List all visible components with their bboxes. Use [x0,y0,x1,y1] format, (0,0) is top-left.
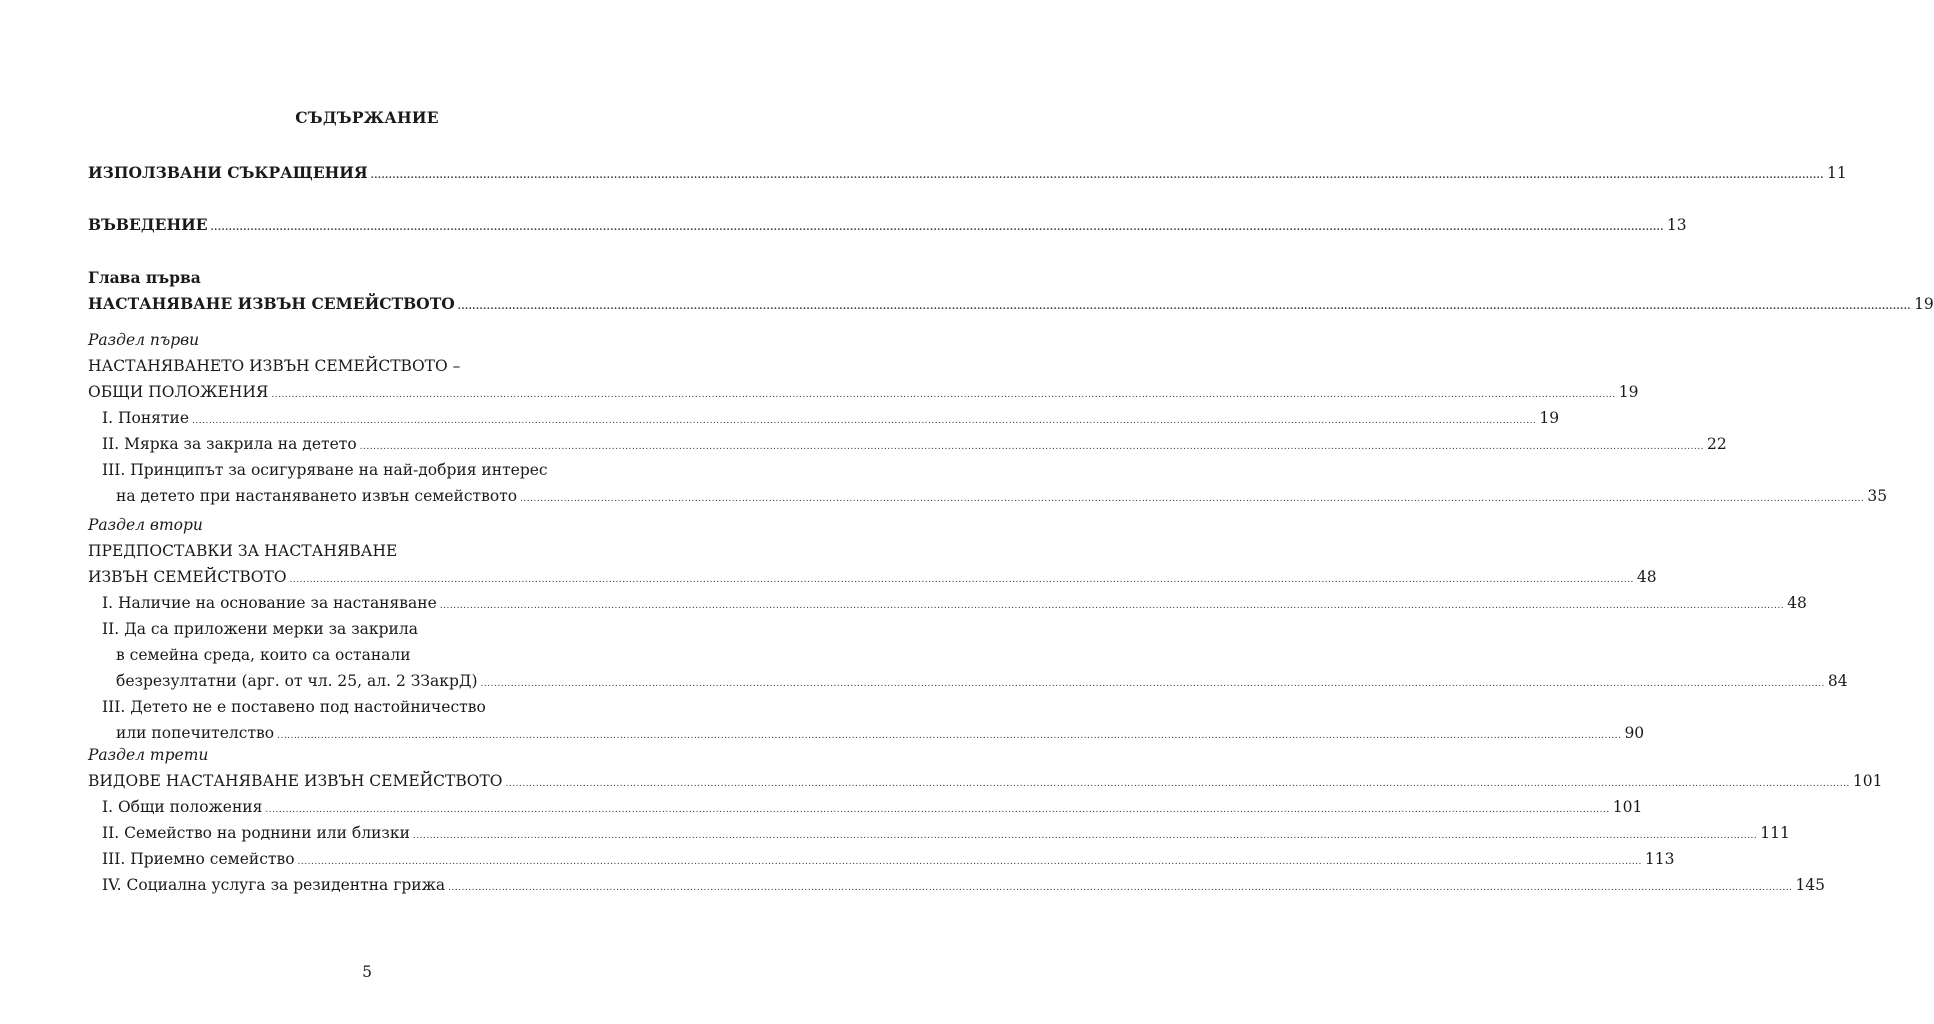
toc-page-number: 22 [1707,435,1727,453]
leader-dots: ................................................................................................................................................................................................................................................................................................................................................................................................................ [520,494,1865,504]
toc-entry-section-3-title[interactable] [88,768,1883,794]
toc-page-number: 19 [1914,295,1934,313]
leader-dots: ................................................................................................................................................................................................................................................................................................................................................................................................................ [359,442,1705,452]
toc-entry-section-2-title[interactable] [88,538,1657,590]
toc-entry-text: I. Наличие на основание за настаняване [102,594,437,612]
toc-entry-abbreviations[interactable] [88,160,1847,186]
toc-entry[interactable] [88,872,1826,898]
leader-dots: ................................................................................................................................................................................................................................................................................................................................................................................................................ [505,779,1850,789]
leader-dots: ................................................................................................................................................................................................................................................................................................................................................................................................................ [457,302,1912,312]
leader-dots: ................................................................................................................................................................................................................................................................................................................................................................................................................ [480,679,1825,689]
leader-dots: ................................................................................................................................................................................................................................................................................................................................................................................................................ [265,805,1610,815]
toc-page-number: 13 [1666,216,1687,234]
toc-entry-text: или попечителство [116,724,275,742]
toc-entry-text: на детето при настаняването извън семейството [116,487,518,505]
toc-page-number: 90 [1624,724,1645,742]
leader-dots: ................................................................................................................................................................................................................................................................................................................................................................................................................ [271,390,1616,400]
toc-page-number: 145 [1795,876,1826,894]
toc-page-number: 101 [1612,798,1643,816]
toc-entry-text: I. Понятие [102,409,190,427]
toc-section-2 [88,512,1848,746]
section-title-line: ВИДОВЕ НАСТАНЯВАНЕ ИЗВЪН СЕМЕЙСТВОТО [88,772,503,790]
toc-page-number: 111 [1760,824,1790,842]
toc-entry[interactable] [88,794,1643,820]
toc-page-number: 11 [1826,164,1847,182]
toc-entry[interactable] [88,694,1645,746]
toc-entry-text: ВЪВЕДЕНИЕ [88,215,208,234]
toc-entry[interactable] [88,846,1675,872]
toc-page-number: 101 [1852,772,1883,790]
toc-entry[interactable] [88,590,1807,616]
toc-section-1 [88,327,1888,509]
toc-entry-section-1-title[interactable] [88,353,1639,405]
section-title-line: ОБЩИ ПОЛОЖЕНИЯ [88,383,269,401]
leader-dots: ................................................................................................................................................................................................................................................................................................................................................................................................................ [289,575,1634,585]
leader-dots: ................................................................................................................................................................................................................................................................................................................................................................................................................ [192,416,1537,426]
toc-entry-text: I. Общи положения [102,798,263,816]
toc-entry-text: II. Мярка за закрила на детето [102,435,357,453]
toc-page-number: 84 [1827,672,1848,690]
chapter-title: НАСТАНЯВАНЕ ИЗВЪН СЕМЕЙСТВОТО [88,294,455,313]
leader-dots: ................................................................................................................................................................................................................................................................................................................................................................................................................ [439,601,1785,611]
page-number: 5 [362,963,372,981]
toc-page-number: 35 [1867,487,1888,505]
toc-page-number: 48 [1787,594,1807,612]
section-title-line: ПРЕДПОСТАВКИ ЗА НАСТАНЯВАНЕ [88,542,398,560]
toc-entry[interactable] [88,616,1848,694]
chapter-label: Глава първа [88,268,201,287]
toc-page-number: 19 [1618,383,1639,401]
section-label: Раздел първи [88,331,200,349]
toc-entry-text: в семейна среда, които са останали [116,646,411,664]
toc-page-number: 19 [1539,409,1560,427]
section-label: Раздел втори [88,516,203,534]
toc-entry-text: ИЗПОЛЗВАНИ СЪКРАЩЕНИЯ [88,163,368,182]
leader-dots: ................................................................................................................................................................................................................................................................................................................................................................................................................ [210,223,1664,233]
toc-entry-text: IV. Социална услуга за резидентна грижа [102,876,446,894]
leader-dots: ................................................................................................................................................................................................................................................................................................................................................................................................................ [448,883,1793,893]
leader-dots: ................................................................................................................................................................................................................................................................................................................................................................................................................ [297,857,1642,867]
leader-dots: ................................................................................................................................................................................................................................................................................................................................................................................................................ [370,171,1824,181]
section-label: Раздел трети [88,746,209,764]
page-title: СЪДЪРЖАНИЕ [295,108,439,127]
toc-entry-text: II. Семейство на роднини или близки [102,824,410,842]
toc-entry[interactable] [88,431,1727,457]
toc-chapter-1[interactable] [88,265,1934,317]
toc-section-3 [88,742,1883,898]
toc-entry-text: III. Приемно семейство [102,850,295,868]
toc-entry-text: безрезултатни (арг. от чл. 25, ал. 2 ЗЗакрД) [116,672,478,690]
toc-entry-text: III. Детето не е поставено под настойничество [102,698,486,716]
section-title-line: ИЗВЪН СЕМЕЙСТВОТО [88,568,287,586]
toc-page-number: 48 [1636,568,1657,586]
toc-entry[interactable] [88,457,1888,509]
toc-entry-introduction[interactable] [88,212,1687,238]
leader-dots: ................................................................................................................................................................................................................................................................................................................................................................................................................ [412,831,1758,841]
toc-entry-text: III. Принципът за осигуряване на най-добрия интерес [102,461,548,479]
toc-entry[interactable] [88,405,1560,431]
section-title-line: НАСТАНЯВАНЕТО ИЗВЪН СЕМЕЙСТВОТО – [88,357,461,375]
toc-page-number: 113 [1644,850,1675,868]
toc-entry-text: II. Да са приложени мерки за закрила [102,620,418,638]
toc-entry[interactable] [88,820,1790,846]
leader-dots: ................................................................................................................................................................................................................................................................................................................................................................................................................ [277,731,1622,741]
